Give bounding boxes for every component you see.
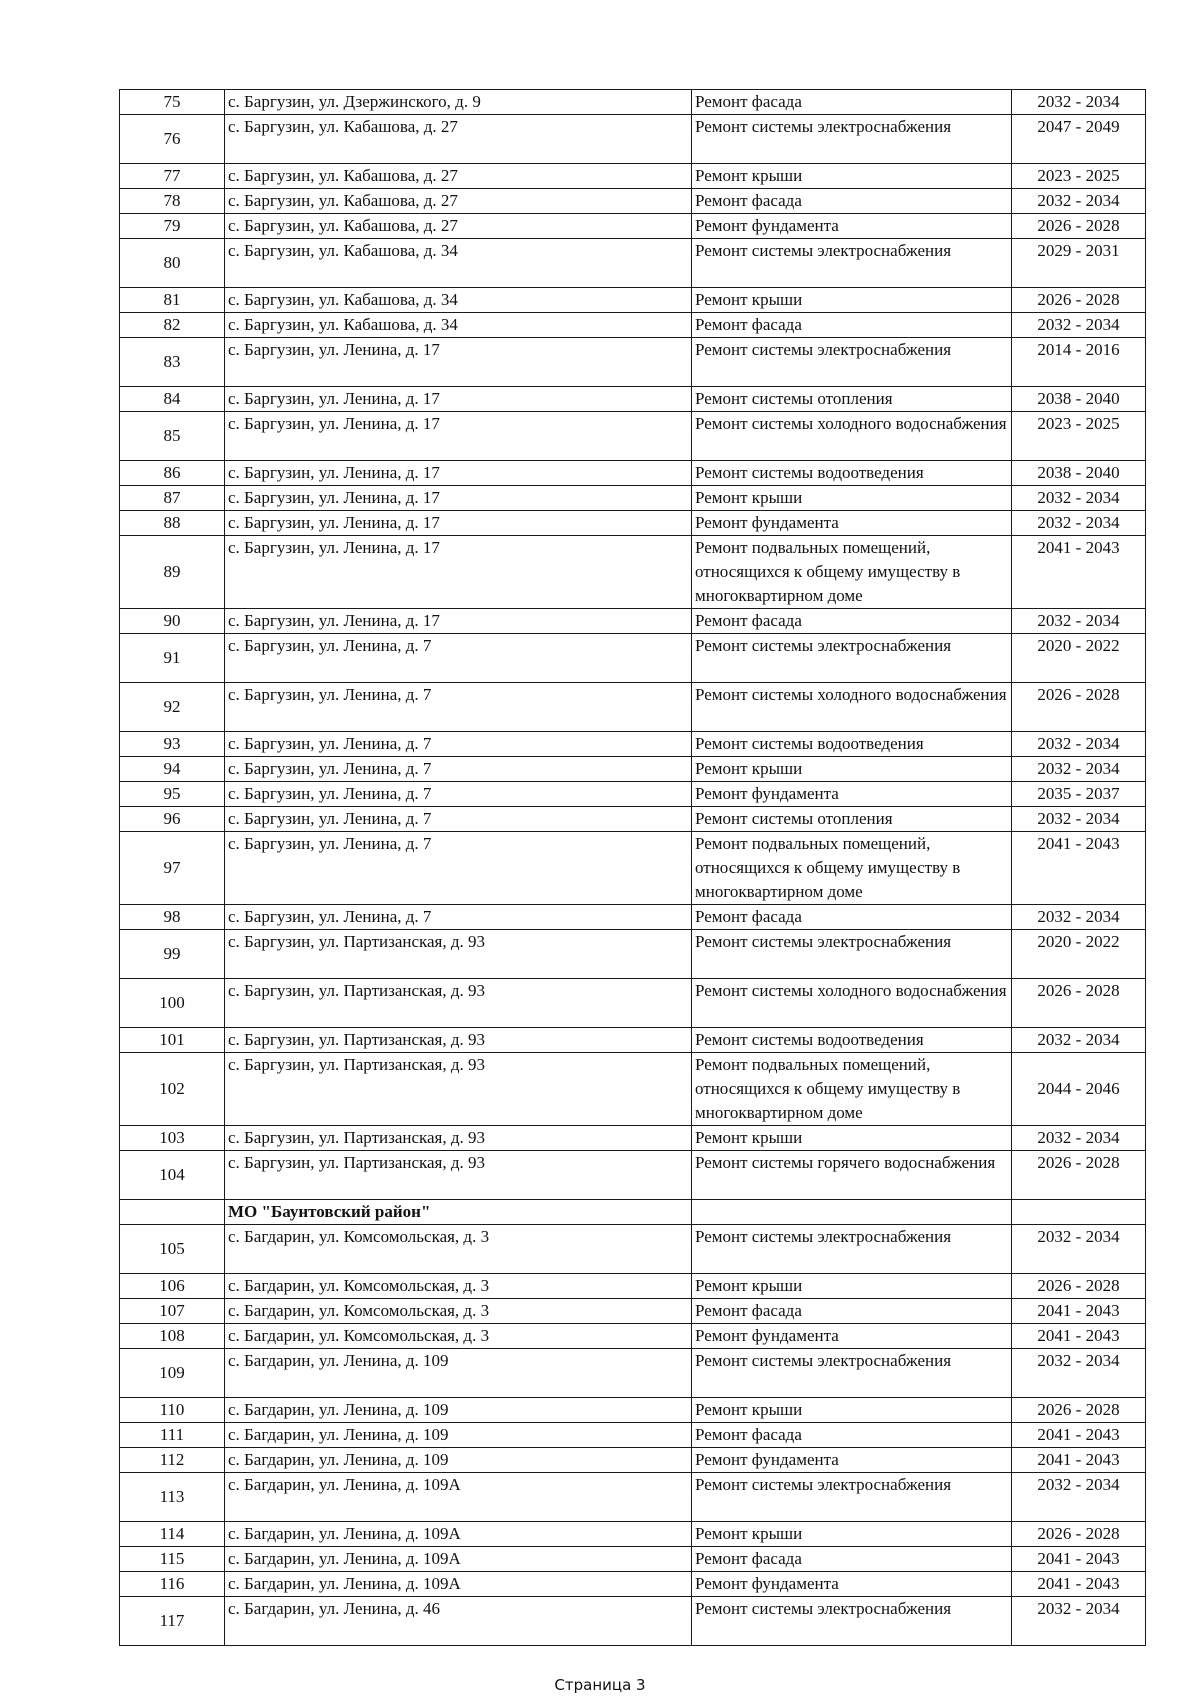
table-row bbox=[120, 1398, 1146, 1423]
row-number: 79 bbox=[120, 214, 225, 239]
row-work-type: Ремонт подвальных помещений, относящихся к общему имуществу в многоквартирном доме bbox=[692, 1053, 1012, 1126]
row-years: 2041 - 2043 bbox=[1012, 1423, 1146, 1448]
row-number: 94 bbox=[120, 757, 225, 782]
row-address: с. Баргузин, ул. Партизанская, д. 93 bbox=[225, 1151, 692, 1200]
row-number: 82 bbox=[120, 313, 225, 338]
table-row bbox=[120, 1423, 1146, 1448]
table-row bbox=[120, 757, 1146, 782]
table-row bbox=[120, 1299, 1146, 1324]
row-number: 85 bbox=[120, 412, 225, 461]
row-work-type: Ремонт системы электроснабжения bbox=[692, 1225, 1012, 1274]
row-address: с. Баргузин, ул. Ленина, д. 17 bbox=[225, 511, 692, 536]
row-number: 77 bbox=[120, 164, 225, 189]
table-row bbox=[120, 1151, 1146, 1200]
row-number: 113 bbox=[120, 1473, 225, 1522]
table-row bbox=[120, 1448, 1146, 1473]
table-row bbox=[120, 189, 1146, 214]
row-years: 2029 - 2031 bbox=[1012, 239, 1146, 288]
row-address: с. Багдарин, ул. Ленина, д. 109 bbox=[225, 1448, 692, 1473]
row-work-type: Ремонт системы электроснабжения bbox=[692, 115, 1012, 164]
row-years: 2032 - 2034 bbox=[1012, 1349, 1146, 1398]
row-work-type: Ремонт фундамента bbox=[692, 1572, 1012, 1597]
row-number: 110 bbox=[120, 1398, 225, 1423]
table-row bbox=[120, 1597, 1146, 1646]
row-work-type: Ремонт системы водоотведения bbox=[692, 732, 1012, 757]
row-address: с. Баргузин, ул. Кабашова, д. 27 bbox=[225, 214, 692, 239]
row-number: 87 bbox=[120, 486, 225, 511]
row-years: 2032 - 2034 bbox=[1012, 1126, 1146, 1151]
row-work-type: Ремонт фасада bbox=[692, 189, 1012, 214]
row-years: 2041 - 2043 bbox=[1012, 832, 1146, 905]
table-row bbox=[120, 782, 1146, 807]
row-number: 114 bbox=[120, 1522, 225, 1547]
row-years: 2026 - 2028 bbox=[1012, 214, 1146, 239]
table-row bbox=[120, 511, 1146, 536]
row-years: 2038 - 2040 bbox=[1012, 387, 1146, 412]
row-years: 2032 - 2034 bbox=[1012, 486, 1146, 511]
row-address: с. Багдарин, ул. Ленина, д. 109А bbox=[225, 1522, 692, 1547]
table-row bbox=[120, 313, 1146, 338]
row-years: 2041 - 2043 bbox=[1012, 1448, 1146, 1473]
row-years: 2023 - 2025 bbox=[1012, 164, 1146, 189]
row-number: 89 bbox=[120, 536, 225, 609]
table-body bbox=[120, 90, 1146, 1646]
row-work-type: Ремонт крыши bbox=[692, 757, 1012, 782]
row-number: 98 bbox=[120, 905, 225, 930]
row-years: 2026 - 2028 bbox=[1012, 1274, 1146, 1299]
row-address: с. Баргузин, ул. Дзержинского, д. 9 bbox=[225, 90, 692, 115]
row-address: с. Баргузин, ул. Кабашова, д. 34 bbox=[225, 288, 692, 313]
row-address: с. Багдарин, ул. Ленина, д. 109А bbox=[225, 1572, 692, 1597]
row-number: 84 bbox=[120, 387, 225, 412]
page-number: Страница 3 bbox=[554, 1676, 646, 1694]
row-address: с. Багдарин, ул. Ленина, д. 109А bbox=[225, 1473, 692, 1522]
row-work-type: Ремонт фундамента bbox=[692, 782, 1012, 807]
region-num-cell bbox=[120, 1200, 225, 1225]
row-address: с. Баргузин, ул. Кабашова, д. 34 bbox=[225, 239, 692, 288]
table-row bbox=[120, 1053, 1146, 1126]
row-years: 2032 - 2034 bbox=[1012, 1597, 1146, 1646]
row-address: с. Баргузин, ул. Ленина, д. 17 bbox=[225, 461, 692, 486]
row-years: 2044 - 2046 bbox=[1012, 1053, 1146, 1126]
row-years: 2032 - 2034 bbox=[1012, 757, 1146, 782]
table-row bbox=[120, 1349, 1146, 1398]
row-address: с. Багдарин, ул. Комсомольская, д. 3 bbox=[225, 1225, 692, 1274]
region-name: МО "Баунтовский район" bbox=[225, 1200, 692, 1225]
row-years: 2041 - 2043 bbox=[1012, 1547, 1146, 1572]
row-work-type: Ремонт крыши bbox=[692, 288, 1012, 313]
table-row bbox=[120, 683, 1146, 732]
row-years: 2026 - 2028 bbox=[1012, 1398, 1146, 1423]
row-years: 2014 - 2016 bbox=[1012, 338, 1146, 387]
row-address: с. Баргузин, ул. Партизанская, д. 93 bbox=[225, 1028, 692, 1053]
row-work-type: Ремонт крыши bbox=[692, 1398, 1012, 1423]
table-row bbox=[120, 1324, 1146, 1349]
row-number: 76 bbox=[120, 115, 225, 164]
row-work-type: Ремонт подвальных помещений, относящихся к общему имуществу в многоквартирном доме bbox=[692, 536, 1012, 609]
region-years-cell bbox=[1012, 1200, 1146, 1225]
row-address: с. Баргузин, ул. Кабашова, д. 27 bbox=[225, 189, 692, 214]
row-work-type: Ремонт крыши bbox=[692, 1126, 1012, 1151]
table-row bbox=[120, 536, 1146, 609]
row-work-type: Ремонт системы водоотведения bbox=[692, 461, 1012, 486]
table-row bbox=[120, 905, 1146, 930]
row-address: с. Баргузин, ул. Ленина, д. 7 bbox=[225, 832, 692, 905]
table-row bbox=[120, 288, 1146, 313]
row-number: 104 bbox=[120, 1151, 225, 1200]
row-number: 116 bbox=[120, 1572, 225, 1597]
row-address: с. Баргузин, ул. Партизанская, д. 93 bbox=[225, 979, 692, 1028]
row-address: с. Багдарин, ул. Ленина, д. 109А bbox=[225, 1547, 692, 1572]
row-number: 112 bbox=[120, 1448, 225, 1473]
table-row bbox=[120, 461, 1146, 486]
row-address: с. Баргузин, ул. Ленина, д. 17 bbox=[225, 387, 692, 412]
row-years: 2032 - 2034 bbox=[1012, 609, 1146, 634]
row-work-type: Ремонт фасада bbox=[692, 90, 1012, 115]
row-work-type: Ремонт фундамента bbox=[692, 214, 1012, 239]
table-row bbox=[120, 164, 1146, 189]
row-work-type: Ремонт подвальных помещений, относящихся к общему имуществу в многоквартирном доме bbox=[692, 832, 1012, 905]
table-row bbox=[120, 807, 1146, 832]
row-work-type: Ремонт фасада bbox=[692, 1423, 1012, 1448]
row-work-type: Ремонт системы холодного водоснабжения bbox=[692, 979, 1012, 1028]
table-row bbox=[120, 1028, 1146, 1053]
row-work-type: Ремонт системы электроснабжения bbox=[692, 239, 1012, 288]
row-years: 2047 - 2049 bbox=[1012, 115, 1146, 164]
table-row bbox=[120, 338, 1146, 387]
row-work-type: Ремонт фасада bbox=[692, 1299, 1012, 1324]
row-address: с. Баргузин, ул. Ленина, д. 17 bbox=[225, 486, 692, 511]
row-years: 2026 - 2028 bbox=[1012, 288, 1146, 313]
row-number: 97 bbox=[120, 832, 225, 905]
row-years: 2026 - 2028 bbox=[1012, 1522, 1146, 1547]
row-work-type: Ремонт системы водоотведения bbox=[692, 1028, 1012, 1053]
row-work-type: Ремонт крыши bbox=[692, 1274, 1012, 1299]
row-number: 83 bbox=[120, 338, 225, 387]
region-work-cell bbox=[692, 1200, 1012, 1225]
row-work-type: Ремонт фасада bbox=[692, 313, 1012, 338]
row-number: 102 bbox=[120, 1053, 225, 1126]
row-number: 105 bbox=[120, 1225, 225, 1274]
row-work-type: Ремонт фундамента bbox=[692, 1324, 1012, 1349]
row-address: с. Баргузин, ул. Кабашова, д. 27 bbox=[225, 164, 692, 189]
row-work-type: Ремонт системы электроснабжения bbox=[692, 634, 1012, 683]
row-work-type: Ремонт фундамента bbox=[692, 511, 1012, 536]
row-years: 2038 - 2040 bbox=[1012, 461, 1146, 486]
row-work-type: Ремонт системы отопления bbox=[692, 807, 1012, 832]
table-row bbox=[120, 1225, 1146, 1274]
row-years: 2020 - 2022 bbox=[1012, 634, 1146, 683]
row-work-type: Ремонт крыши bbox=[692, 1522, 1012, 1547]
row-number: 78 bbox=[120, 189, 225, 214]
row-number: 99 bbox=[120, 930, 225, 979]
table-row bbox=[120, 412, 1146, 461]
row-address: с. Баргузин, ул. Ленина, д. 7 bbox=[225, 757, 692, 782]
table-row bbox=[120, 930, 1146, 979]
row-number: 109 bbox=[120, 1349, 225, 1398]
row-address: с. Баргузин, ул. Ленина, д. 17 bbox=[225, 536, 692, 609]
row-address: с. Баргузин, ул. Ленина, д. 7 bbox=[225, 683, 692, 732]
row-years: 2041 - 2043 bbox=[1012, 1299, 1146, 1324]
row-years: 2041 - 2043 bbox=[1012, 1324, 1146, 1349]
row-work-type: Ремонт системы электроснабжения bbox=[692, 338, 1012, 387]
row-work-type: Ремонт системы электроснабжения bbox=[692, 930, 1012, 979]
table-row bbox=[120, 634, 1146, 683]
table-row bbox=[120, 214, 1146, 239]
row-years: 2032 - 2034 bbox=[1012, 90, 1146, 115]
row-work-type: Ремонт фасада bbox=[692, 1547, 1012, 1572]
row-years: 2026 - 2028 bbox=[1012, 1151, 1146, 1200]
row-number: 100 bbox=[120, 979, 225, 1028]
row-address: с. Баргузин, ул. Ленина, д. 7 bbox=[225, 807, 692, 832]
row-address: с. Баргузин, ул. Ленина, д. 17 bbox=[225, 338, 692, 387]
row-number: 96 bbox=[120, 807, 225, 832]
row-address: с. Баргузин, ул. Ленина, д. 7 bbox=[225, 634, 692, 683]
row-address: с. Багдарин, ул. Ленина, д. 46 bbox=[225, 1597, 692, 1646]
row-years: 2035 - 2037 bbox=[1012, 782, 1146, 807]
row-years: 2023 - 2025 bbox=[1012, 412, 1146, 461]
row-work-type: Ремонт системы горячего водоснабжения bbox=[692, 1151, 1012, 1200]
row-work-type: Ремонт крыши bbox=[692, 164, 1012, 189]
row-work-type: Ремонт системы холодного водоснабжения bbox=[692, 683, 1012, 732]
row-work-type: Ремонт фасада bbox=[692, 609, 1012, 634]
row-years: 2032 - 2034 bbox=[1012, 189, 1146, 214]
row-years: 2041 - 2043 bbox=[1012, 536, 1146, 609]
row-years: 2032 - 2034 bbox=[1012, 313, 1146, 338]
row-address: с. Баргузин, ул. Партизанская, д. 93 bbox=[225, 1126, 692, 1151]
row-work-type: Ремонт крыши bbox=[692, 486, 1012, 511]
row-years: 2020 - 2022 bbox=[1012, 930, 1146, 979]
row-address: с. Баргузин, ул. Ленина, д. 17 bbox=[225, 609, 692, 634]
row-number: 95 bbox=[120, 782, 225, 807]
row-years: 2026 - 2028 bbox=[1012, 979, 1146, 1028]
row-address: с. Багдарин, ул. Ленина, д. 109 bbox=[225, 1398, 692, 1423]
table-row bbox=[120, 609, 1146, 634]
row-number: 88 bbox=[120, 511, 225, 536]
row-address: с. Баргузин, ул. Ленина, д. 17 bbox=[225, 412, 692, 461]
row-number: 108 bbox=[120, 1324, 225, 1349]
row-work-type: Ремонт системы электроснабжения bbox=[692, 1349, 1012, 1398]
row-number: 111 bbox=[120, 1423, 225, 1448]
row-address: с. Багдарин, ул. Комсомольская, д. 3 bbox=[225, 1299, 692, 1324]
row-number: 75 bbox=[120, 90, 225, 115]
row-address: с. Баргузин, ул. Ленина, д. 7 bbox=[225, 782, 692, 807]
row-work-type: Ремонт системы электроснабжения bbox=[692, 1473, 1012, 1522]
row-work-type: Ремонт системы холодного водоснабжения bbox=[692, 412, 1012, 461]
row-address: с. Баргузин, ул. Партизанская, д. 93 bbox=[225, 930, 692, 979]
row-address: с. Баргузин, ул. Кабашова, д. 27 bbox=[225, 115, 692, 164]
table-row bbox=[120, 115, 1146, 164]
row-work-type: Ремонт фундамента bbox=[692, 1448, 1012, 1473]
row-years: 2032 - 2034 bbox=[1012, 807, 1146, 832]
row-years: 2041 - 2043 bbox=[1012, 1572, 1146, 1597]
table-row bbox=[120, 90, 1146, 115]
row-number: 107 bbox=[120, 1299, 225, 1324]
table-row bbox=[120, 1547, 1146, 1572]
table-row bbox=[120, 387, 1146, 412]
row-number: 86 bbox=[120, 461, 225, 486]
table-row bbox=[120, 732, 1146, 757]
row-address: с. Баргузин, ул. Кабашова, д. 34 bbox=[225, 313, 692, 338]
row-address: с. Баргузин, ул. Партизанская, д. 93 bbox=[225, 1053, 692, 1126]
row-work-type: Ремонт фасада bbox=[692, 905, 1012, 930]
row-address: с. Багдарин, ул. Ленина, д. 109 bbox=[225, 1349, 692, 1398]
row-address: с. Баргузин, ул. Ленина, д. 7 bbox=[225, 732, 692, 757]
row-address: с. Баргузин, ул. Ленина, д. 7 bbox=[225, 905, 692, 930]
table-row bbox=[120, 1572, 1146, 1597]
row-years: 2032 - 2034 bbox=[1012, 1473, 1146, 1522]
row-number: 103 bbox=[120, 1126, 225, 1151]
row-number: 117 bbox=[120, 1597, 225, 1646]
row-number: 90 bbox=[120, 609, 225, 634]
table-row bbox=[120, 1522, 1146, 1547]
row-number: 81 bbox=[120, 288, 225, 313]
table-row bbox=[120, 239, 1146, 288]
region-header-row bbox=[120, 1200, 1146, 1225]
table-row bbox=[120, 486, 1146, 511]
row-years: 2032 - 2034 bbox=[1012, 1028, 1146, 1053]
row-number: 93 bbox=[120, 732, 225, 757]
row-years: 2026 - 2028 bbox=[1012, 683, 1146, 732]
row-years: 2032 - 2034 bbox=[1012, 511, 1146, 536]
row-address: с. Багдарин, ул. Комсомольская, д. 3 bbox=[225, 1274, 692, 1299]
row-number: 80 bbox=[120, 239, 225, 288]
row-number: 101 bbox=[120, 1028, 225, 1053]
row-years: 2032 - 2034 bbox=[1012, 905, 1146, 930]
row-number: 115 bbox=[120, 1547, 225, 1572]
row-work-type: Ремонт системы отопления bbox=[692, 387, 1012, 412]
row-address: с. Багдарин, ул. Ленина, д. 109 bbox=[225, 1423, 692, 1448]
table-row bbox=[120, 979, 1146, 1028]
row-number: 106 bbox=[120, 1274, 225, 1299]
table-row bbox=[120, 1274, 1146, 1299]
row-address: с. Багдарин, ул. Комсомольская, д. 3 bbox=[225, 1324, 692, 1349]
row-years: 2032 - 2034 bbox=[1012, 732, 1146, 757]
row-work-type: Ремонт системы электроснабжения bbox=[692, 1597, 1012, 1646]
table-row bbox=[120, 1126, 1146, 1151]
table-row bbox=[120, 1473, 1146, 1522]
repair-schedule-table bbox=[119, 89, 1146, 1646]
row-years: 2032 - 2034 bbox=[1012, 1225, 1146, 1274]
row-number: 92 bbox=[120, 683, 225, 732]
table-row bbox=[120, 832, 1146, 905]
row-number: 91 bbox=[120, 634, 225, 683]
